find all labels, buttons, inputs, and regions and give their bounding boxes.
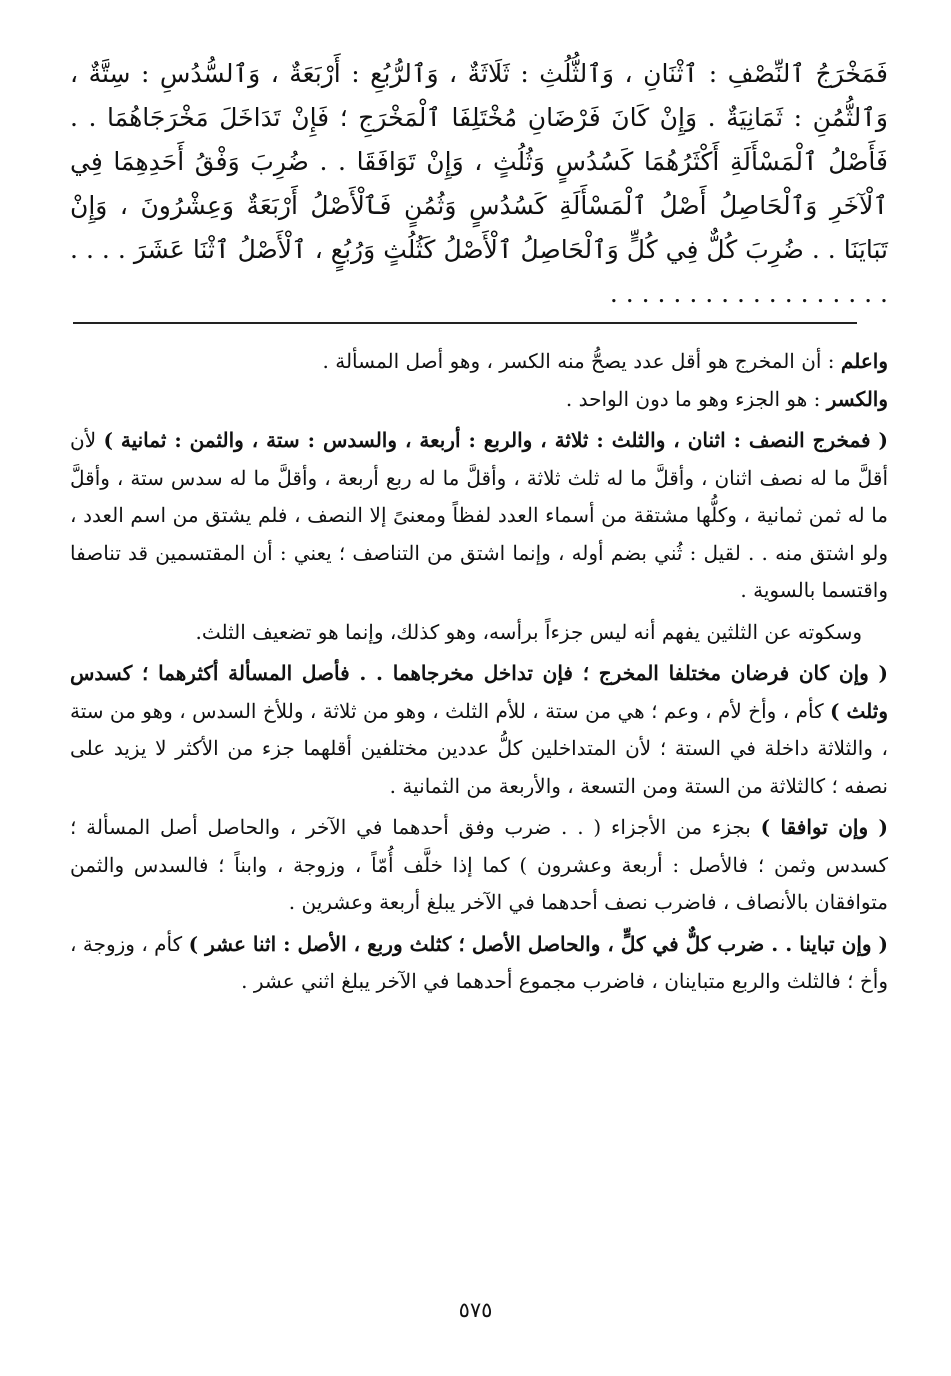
commentary-body: وسكوته عن الثلثين يفهم أنه ليس جزءاً برأسه، وهو كذلك، وإنما هو تضعيف الثلث.: [195, 619, 862, 644]
commentary-paragraph: [70, 381, 888, 419]
matn-text-block: [70, 52, 888, 316]
commentary-lead: ( وإن توافقا ): [760, 815, 888, 839]
commentary-lead: ( وإن كان فرضان مختلفا المخرج ؛ فإن تداخل مخرجاهما . . فأصل المسألة أكثرهما ؛ كسدس وثلث ): [70, 661, 888, 723]
matn-paragraph: [70, 52, 888, 316]
commentary-body: كأم ، وأخ لأم ، وعم ؛ هي من ستة ، للأم الثلث ، وهو من ثلاثة ، وللأخ السدس ، وهو من ستة ، والثلاثة داخلة في الستة ؛ لأن المتداخلين كلُّ عددين مختلفين أقلهما جزء من الأكثر لا يزيد على نصفه ؛ كالثلاثة من الستة ومن التسعة ، والأربعة من الثمانية .: [70, 698, 888, 798]
commentary-body: : أن المخرج هو أقل عدد يصحُّ منه الكسر ، وهو أصل المسألة .: [322, 349, 841, 373]
commentary-body: لأن أقلَّ ما له نصف اثنان ، وأقلَّ ما له ثلث ثلاثة ، وأقلَّ ما له ربع أربعة ، وأقلَّ ما له سدس ستة ، وأقلَّ ما له ثمن ثمانية ، وكلُّها مشتقة من أسماء العدد لفظاً ومعنىً إلا النصف ، فلم يشتق من اسم العدد ، ولو اشتق منه . . لقيل : ثُني بضم أوله ، وإنما اشتق من التناصف ؛ يعني : أن المقتسمين قد تناصفا واقتسما بالسوية .: [70, 428, 888, 602]
commentary-lead: واعلم: [840, 349, 888, 373]
continuation-dots: . . . . . . . . . . . . . . . . . . . . . .: [70, 235, 888, 308]
commentary-text-block: [70, 343, 888, 1001]
commentary-paragraph: [70, 614, 888, 652]
commentary-paragraph: [70, 422, 888, 610]
commentary-paragraph: [70, 655, 888, 805]
commentary-paragraph: [70, 343, 888, 381]
commentary-body: بجزء من الأجزاء ( . . ضرب وفق أحدهما في الآخر ، والحاصل أصل المسألة ؛ كسدس وثمن ؛ فالأصل : أربعة وعشرون ) كما إذا خلَّف أُمّاً ، وزوجة ، وابناً ؛ فالسدس والثمن متوافقان بالأنصاف ، فاضرب نصف أحدهما في الآخر يبلغ أربعة وعشرين .: [70, 815, 888, 914]
commentary-body: : هو الجزء وهو ما دون الواحد .: [565, 386, 827, 411]
matn-text: فَمَخْرَجُ ٱلنِّصْفِ : ٱثْنَانِ ، وَٱلثُّلُثِ : ثَلَاثَةٌ ، وَٱلرُّبُعِ : أَرْبَعَةٌ ، وَٱلسُّدُسِ : سِتَّةٌ ، وَٱلثُّمُنِ : ثَمَانِيَةٌ . وَإِنْ كَانَ فَرْضَانِ مُخْتَلِفَا ٱلْمَخْرَجِ ؛ فَإِنْ تَدَاخَلَ مَخْرَجَاهُمَا . . فَأَصْلُ ٱلْمَسْأَلَةِ أَكْثَرُهُمَا كَسُدُسٍ وَثُلُثٍ ، وَإِنْ تَوَافَقَا . . ضُرِبَ وَفْقُ أَحَدِهِمَا فِي ٱلْآخَرِ وَٱلْحَاصِلُ أَصْلُ ٱلْمَسْأَلَةِ كَسُدُسٍ وَثُمُنٍ فَٱلْأَصْلُ أَرْبَعَةٌ وَعِشْرُونَ ، وَإِنْ تَبَايَنَا . . ضُرِبَ كُلٌّ فِي كُلٍّ وَٱلْحَاصِلُ ٱلْأَصْلُ كَثُلُثٍ وَرُبُعٍ ، ٱلْأَصْلُ ٱثْنَا عَشَرَ: [70, 59, 889, 264]
commentary-lead: ( فمخرج النصف : اثنان ، والثلث : ثلاثة ، والربع : أربعة ، والسدس : ستة ، والثمن : ثمانية ): [103, 428, 888, 452]
commentary-lead: ( وإن تباينا . . ضرب كلٌّ في كلٍّ ، والحاصل الأصل ؛ كثلث وربع ، الأصل : اثنا عشر ): [188, 931, 889, 956]
section-divider: [73, 322, 857, 324]
commentary-paragraph: [70, 926, 888, 1001]
commentary-lead: والكسر: [826, 386, 888, 411]
commentary-paragraph: [70, 809, 888, 922]
commentary-body: كأم ، وزوجة ، وأخ ؛ فالثلث والربع متباينان ، فاضرب مجموع أحدهما في الآخر يبلغ اثني عشر .: [70, 931, 888, 993]
page-number: ٥٧٥: [458, 1298, 493, 1322]
